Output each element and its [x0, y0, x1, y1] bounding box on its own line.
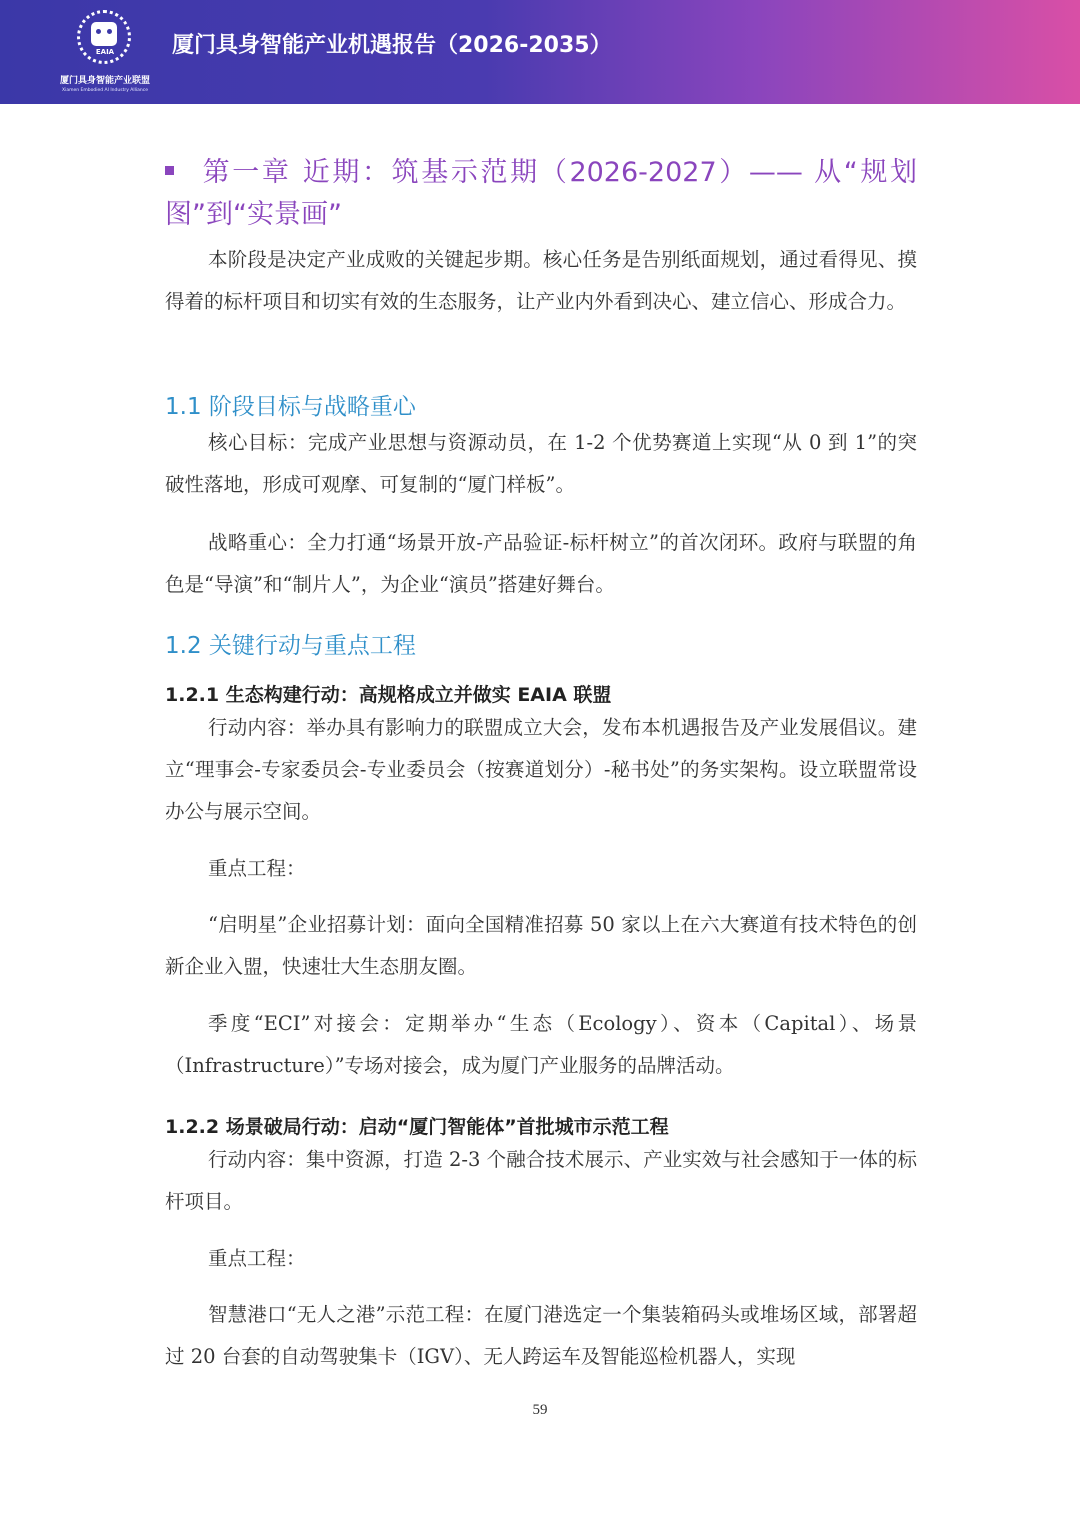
s122-action-paragraph: 行动内容：集中资源，打造 2-3 个融合技术展示、产业实效与社会感知于一体的标杆项目。	[165, 1148, 917, 1213]
strategic-focus-paragraph: 战略重心：全力打通“场景开放-产品验证-标杆树立”的首次闭环。政府与联盟的角色是“导演”和“制片人”，为企业“演员”搭建好舞台。	[165, 531, 917, 596]
page-header	[0, 0, 1080, 104]
report-title: 厦门具身智能产业机遇报告（2026-2035）	[172, 33, 612, 58]
s121-key-projects-label: 重点工程：	[208, 857, 306, 880]
s122-project-1: 智慧港口“无人之港”示范工程：在厦门港选定一个集装箱码头或堆场区域，部署超过 20 台套的自动驾驶集卡（IGV）、无人跨运车及智能巡检机器人，实现	[165, 1303, 917, 1368]
s121-action-paragraph: 行动内容：举办具有影响力的联盟成立大会，发布本机遇报告及产业发展倡议。建立“理事会-专家委员会-专业委员会（按赛道划分）-秘书处”的务实架构。设立联盟常设办公与展示空间。	[165, 716, 917, 823]
s121-project-1: “启明星”企业招募计划：面向全国精准招募 50 家以上在六大赛道有技术特色的创新企业入盟，快速壮大生态朋友圈。	[165, 913, 917, 978]
page-number: 59	[532, 1402, 548, 1418]
square-bullet-icon	[165, 166, 174, 175]
intro-paragraph: 本阶段是决定产业成败的关键起步期。核心任务是告别纸面规划，通过看得见、摸得着的标杆项目和切实有效的生态服务，让产业内外看到决心、建立信心、形成合力。	[165, 248, 917, 313]
section-1-2-2-heading: 1.2.2 场景破局行动：启动“厦门智能体”首批城市示范工程	[165, 1116, 669, 1138]
core-goal-paragraph: 核心目标：完成产业思想与资源动员，在 1-2 个优势赛道上实现“从 0 到 1”的突破性落地，形成可观摩、可复制的“厦门样板”。	[165, 431, 917, 496]
logo-name-english: Xiamen Embodied AI Industry Alliance	[62, 88, 148, 93]
section-1-1-heading: 1.1 阶段目标与战略重心	[165, 394, 416, 420]
chapter-title-text: 第一章 近期：筑基示范期（2026-2027）—— 从“规划图”到“实景画”	[165, 157, 917, 230]
robot-icon	[91, 22, 117, 46]
logo-name-chinese: 厦门具身智能产业联盟	[59, 76, 150, 86]
s122-key-projects-label: 重点工程：	[208, 1247, 306, 1270]
logo-abbreviation: EAIA	[95, 48, 115, 56]
chapter-title	[165, 152, 917, 236]
section-1-2-1-heading: 1.2.1 生态构建行动：高规格成立并做实 EAIA 联盟	[165, 684, 612, 706]
section-1-2-heading: 1.2 关键行动与重点工程	[165, 633, 416, 659]
s121-project-2: 季度“ECI”对接会：定期举办“生态（Ecology）、资本（Capital）、场景（Infrastructure）”专场对接会，成为厦门产业服务的品牌活动。	[165, 1012, 917, 1077]
alliance-logo	[55, 10, 155, 96]
